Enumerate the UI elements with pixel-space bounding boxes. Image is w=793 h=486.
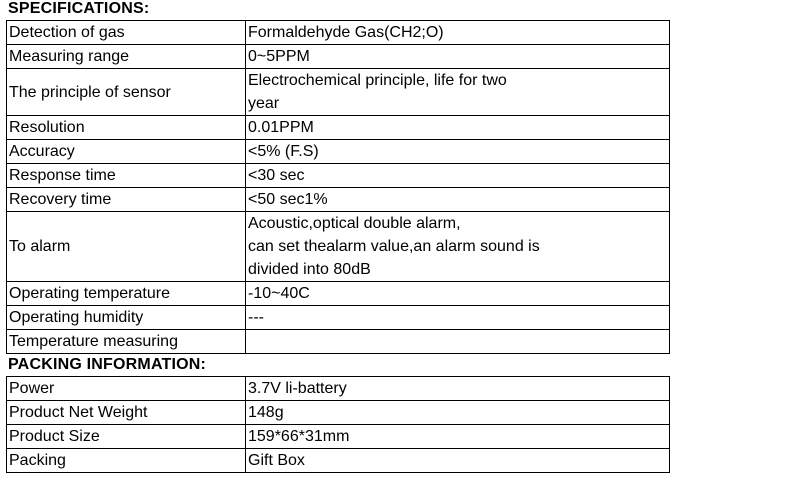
- row-value: [246, 306, 670, 330]
- spec-document: [6, 0, 670, 473]
- row-value-line: Formaldehyde Gas(CH2;O): [248, 24, 444, 41]
- spec-row: [7, 330, 670, 354]
- spec-row: [7, 164, 670, 188]
- specifications-heading: SPECIFICATIONS:: [8, 0, 150, 17]
- row-label: Detection of gas: [7, 21, 246, 45]
- spec-row: [7, 21, 670, 45]
- row-value-line: Gift Box: [248, 452, 305, 469]
- spec-row: [7, 282, 670, 306]
- packing-row: [7, 449, 670, 473]
- row-label: Resolution: [7, 116, 246, 140]
- row-label: Packing: [7, 449, 246, 473]
- row-value: [246, 282, 670, 306]
- spec-row: [7, 140, 670, 164]
- spec-row: [7, 306, 670, 330]
- row-value: [246, 449, 670, 473]
- row-value: [246, 212, 670, 282]
- spec-row: [7, 188, 670, 212]
- packing-table-body: [7, 377, 670, 473]
- row-value-line: <5% (F.S): [248, 143, 319, 160]
- row-label: Response time: [7, 164, 246, 188]
- spec-row: [7, 69, 670, 116]
- row-value-line: year: [248, 95, 280, 112]
- row-label: Product Net Weight: [7, 401, 246, 425]
- specifications-table-body: [7, 21, 670, 354]
- row-value: [246, 330, 670, 354]
- row-value: [246, 140, 670, 164]
- row-value: [246, 116, 670, 140]
- specifications-table: [6, 20, 670, 354]
- row-value-line: -10~40C: [248, 285, 310, 302]
- row-label: Measuring range: [7, 45, 246, 69]
- row-label: Operating humidity: [7, 306, 246, 330]
- spec-row: [7, 45, 670, 69]
- row-value-line: 3.7V li-battery: [248, 380, 347, 397]
- row-value-line: 159*66*31mm: [248, 428, 350, 445]
- row-value-line: 0~5PPM: [248, 48, 310, 65]
- row-label: Power: [7, 377, 246, 401]
- packing-table: [6, 376, 670, 473]
- spec-row: [7, 212, 670, 282]
- row-value-line: divided into 80dB: [248, 261, 371, 278]
- row-label: Operating temperature: [7, 282, 246, 306]
- row-value: [246, 164, 670, 188]
- row-label: The principle of sensor: [7, 69, 246, 116]
- row-label: Accuracy: [7, 140, 246, 164]
- packing-row: [7, 377, 670, 401]
- row-value-line: <30 sec: [248, 167, 305, 184]
- row-label: Temperature measuring: [7, 330, 246, 354]
- packing-heading: PACKING INFORMATION:: [8, 356, 207, 373]
- packing-row: [7, 401, 670, 425]
- row-value: [246, 425, 670, 449]
- row-label: To alarm: [7, 212, 246, 282]
- row-value-line: 148g: [248, 404, 284, 421]
- spec-row: [7, 116, 670, 140]
- row-value-line: 0.01PPM: [248, 119, 314, 136]
- row-value: [246, 377, 670, 401]
- row-value-line: <50 sec1%: [248, 191, 328, 208]
- row-value-line: ---: [248, 309, 264, 326]
- row-value-line: Electrochemical principle, life for two: [248, 72, 507, 89]
- row-label: Product Size: [7, 425, 246, 449]
- row-value: [246, 69, 670, 116]
- row-label: Recovery time: [7, 188, 246, 212]
- row-value: [246, 45, 670, 69]
- packing-row: [7, 425, 670, 449]
- row-value-line: Acoustic,optical double alarm,: [248, 215, 461, 232]
- row-value: [246, 401, 670, 425]
- row-value: [246, 21, 670, 45]
- row-value-line: can set thealarm value,an alarm sound is: [248, 238, 540, 255]
- row-value: [246, 188, 670, 212]
